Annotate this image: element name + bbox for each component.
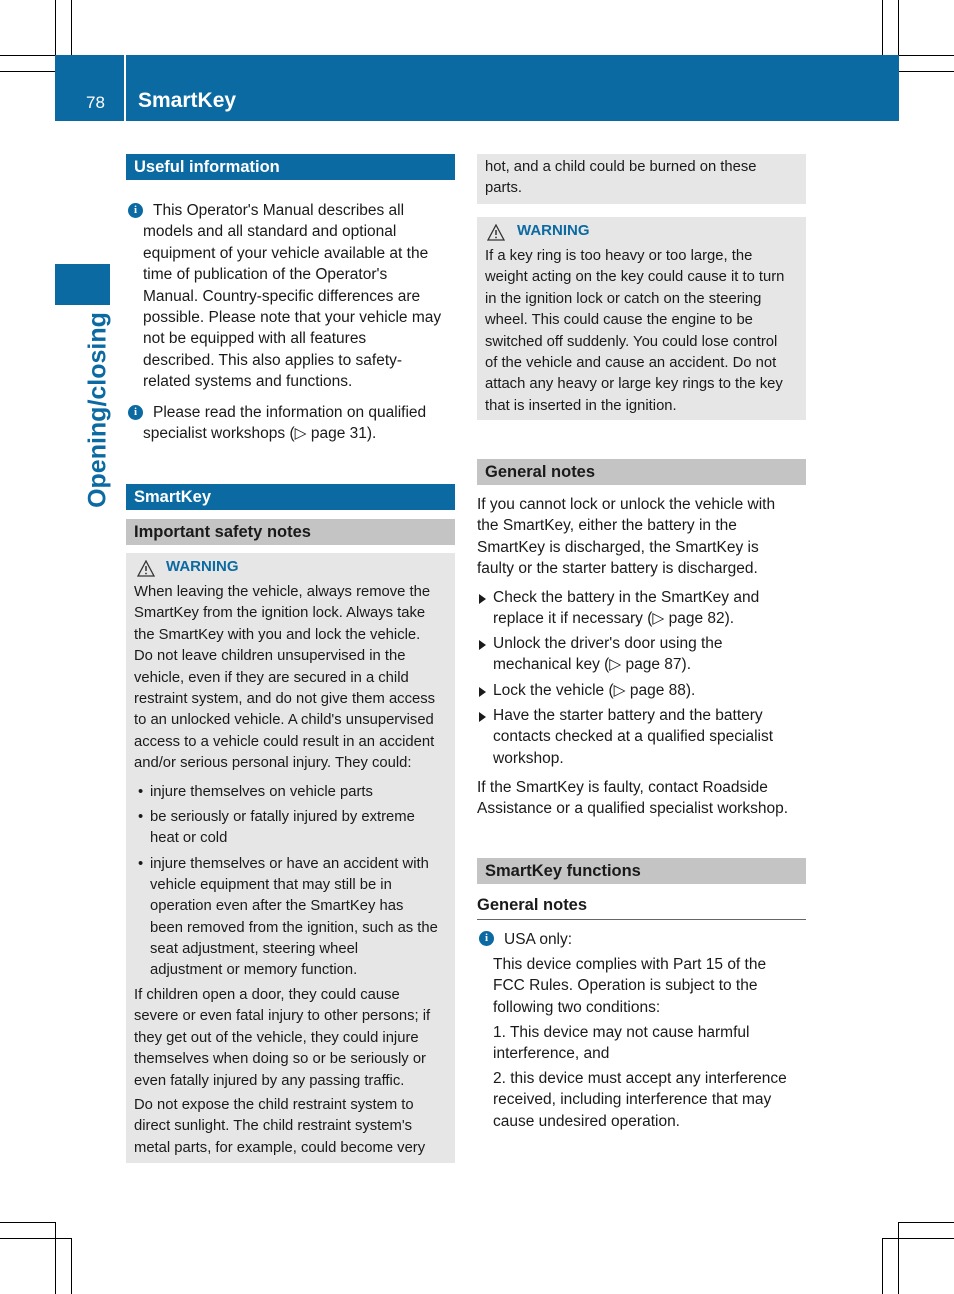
text-line: SmartKey is discharged, the SmartKey is <box>477 538 759 556</box>
warning-paragraph-2 <box>134 985 452 1092</box>
subheading-rule <box>477 919 806 920</box>
bullet-dot: • <box>138 856 144 872</box>
text-line: If a key ring is too heavy or too large, the <box>485 248 753 264</box>
fcc-condition-1 <box>493 1022 808 1065</box>
text-line: seat adjustment, steering wheel <box>150 940 359 957</box>
crop-mark <box>882 0 883 55</box>
text-line: models and all standard and optional <box>143 223 397 241</box>
crop-mark <box>0 1222 55 1223</box>
text-line: Do not expose the child restraint system to <box>134 1097 414 1113</box>
text-line: When leaving the vehicle, always remove the <box>134 584 431 600</box>
text-line: Manual. Country-specific differences are <box>143 287 421 305</box>
crop-mark <box>898 0 899 55</box>
text-line: they get out of the vehicle, they could injure <box>134 1029 419 1046</box>
warning-label: WARNING <box>517 222 590 239</box>
header-divider <box>124 55 126 121</box>
page-reference-link[interactable]: mechanical key (▷ page 87). <box>493 656 692 674</box>
crop-mark <box>882 1238 883 1294</box>
warning-label: WARNING <box>166 558 239 575</box>
usa-only-label: USA only: <box>504 931 573 948</box>
text-line: injure themselves or have an accident with <box>150 856 429 872</box>
action-arrow-icon <box>479 640 486 650</box>
list-item <box>138 782 450 803</box>
list-item <box>138 854 450 981</box>
warning-triangle-icon <box>487 224 505 241</box>
action-step <box>493 680 808 701</box>
text-line: wheel. This could cause the engine to be <box>485 312 753 329</box>
crop-mark <box>899 71 954 72</box>
action-step <box>493 633 808 676</box>
text-line: 1. This device may not cause harmful <box>493 1024 750 1041</box>
page-number: 78 <box>86 93 105 112</box>
side-tab-label: Opening/closing <box>83 312 112 508</box>
text-line: switched off suddenly. You could lose control <box>485 333 778 350</box>
text-line: equipment of your vehicle available at the <box>143 244 429 262</box>
text-line: If children open a door, they could cause <box>134 987 400 1003</box>
text-line: cause undesired operation. <box>493 1112 680 1130</box>
text-line: 2. this device must accept any interference <box>493 1070 787 1087</box>
text-line: direct sunlight. The child restraint system's <box>134 1118 413 1135</box>
text-line: access to a vehicle could result in an accident <box>134 733 435 750</box>
text-line: faulty or the starter battery is discharged. <box>477 560 758 578</box>
chapter-title: SmartKey <box>138 89 237 112</box>
info-icon: i <box>479 931 494 946</box>
general-notes-outro <box>477 777 809 820</box>
text-line: Unlock the driver's door using the <box>493 635 723 652</box>
text-line: Check the battery in the SmartKey and <box>493 589 760 606</box>
general-notes-intro <box>477 494 807 580</box>
text-line: SmartKey from the ignition lock. Always take <box>134 605 426 622</box>
text-line: to an unlocked vehicle. A child's unsupervised <box>134 712 434 729</box>
text-line: weight acting on the key could cause it to turn <box>485 269 785 286</box>
crop-mark <box>0 71 55 72</box>
smartkey-functions-heading: SmartKey functions <box>477 858 806 884</box>
text-line: time of publication of the Operator's <box>143 266 388 284</box>
fcc-statement <box>493 954 808 1018</box>
text-line: hot, and a child could be burned on these <box>485 159 757 175</box>
text-line: If the SmartKey is faulty, contact Roadside <box>477 779 768 796</box>
text-line: restraint system, and do not give them access <box>134 691 436 708</box>
text-line: contacts checked at a qualified specialist <box>493 728 774 746</box>
text-line: been removed from the ignition, such as the <box>150 919 438 936</box>
text-line: possible. Please note that your vehicle may <box>143 309 442 327</box>
text-line: adjustment or memory function. <box>150 962 358 979</box>
general-notes-subheading: General notes <box>477 896 588 914</box>
text-line: themselves when doing so or be seriously or <box>134 1051 426 1068</box>
crop-mark <box>0 1238 71 1239</box>
text-line: received, including interference that may <box>493 1091 772 1109</box>
text-line: not be equipped with all features <box>143 330 367 348</box>
warning-intro <box>134 582 452 775</box>
safety-notes-heading: Important safety notes <box>126 519 455 545</box>
smartkey-section-heading: SmartKey <box>126 484 455 510</box>
text-line: operation even after the SmartKey has <box>150 898 404 915</box>
crop-mark <box>898 1222 899 1294</box>
text-line: Have the starter battery and the battery <box>493 707 763 724</box>
text-line: This Operator's Manual describes all <box>153 202 405 219</box>
text-line: the SmartKey with you and lock the vehicle. <box>134 626 421 643</box>
action-arrow-icon <box>479 687 486 697</box>
bullet-dot: • <box>138 784 144 800</box>
text-line: interference, and <box>493 1045 610 1063</box>
text-line: and/or serious personal injury. They could: <box>134 755 412 772</box>
crop-mark <box>71 0 72 55</box>
text-line: Do not leave children unsupervised in the <box>134 648 406 665</box>
page-reference-link[interactable]: replace it if necessary (▷ page 82). <box>493 610 735 628</box>
action-arrow-icon <box>479 594 486 604</box>
text-line: Please read the information on qualified <box>153 404 427 421</box>
text-line: related systems and functions. <box>143 373 353 391</box>
text-line: This device complies with Part 15 of the <box>493 956 767 973</box>
info-icon: i <box>128 203 143 218</box>
side-tab-marker <box>55 264 110 305</box>
info-paragraph-2 <box>143 402 458 445</box>
text-line: vehicle, even if they are secured in a child <box>134 669 409 686</box>
text-line: Assistance or a qualified specialist workshop. <box>477 800 789 818</box>
warning-paragraph-3 <box>134 1095 452 1159</box>
text-line: severe or even fatal injury to other persons; if <box>134 1008 431 1025</box>
info-paragraph-1 <box>143 200 458 393</box>
crop-mark <box>55 0 56 55</box>
text-line: be seriously or fatally injured by extreme <box>150 809 415 825</box>
page-reference-link[interactable]: Lock the vehicle (▷ page 88). <box>493 682 696 699</box>
useful-information-heading: Useful information <box>126 154 455 180</box>
general-notes-heading: General notes <box>477 459 806 485</box>
action-step <box>493 705 808 769</box>
text-line: described. This also applies to safety- <box>143 351 403 369</box>
crop-mark <box>899 1222 954 1223</box>
text-line: in the ignition lock or catch on the steering <box>485 290 762 307</box>
page-reference-link[interactable]: specialist workshops (▷ page 31). <box>143 425 377 443</box>
text-line: workshop. <box>493 749 564 767</box>
list-item <box>138 807 450 849</box>
crop-mark <box>55 1222 56 1294</box>
text-line: of the vehicle and cause an accident. Do not <box>485 355 777 372</box>
text-line: following two conditions: <box>493 998 661 1016</box>
continued-text <box>485 157 803 200</box>
warning-2-text <box>485 246 805 417</box>
action-step <box>493 587 808 630</box>
text-line: If you cannot lock or unlock the vehicle with <box>477 496 776 513</box>
fcc-condition-2 <box>493 1068 811 1132</box>
crop-mark <box>71 1238 72 1294</box>
text-line: the SmartKey, either the battery in the <box>477 517 737 535</box>
text-line: metal parts, for example, could become very <box>134 1139 426 1156</box>
text-line: heat or cold <box>150 830 228 847</box>
text-line: vehicle equipment that may still be in <box>150 877 392 894</box>
crop-mark <box>882 1238 954 1239</box>
text-line: that is inserted in the ignition. <box>485 397 677 414</box>
warning-triangle-icon <box>137 560 155 577</box>
text-line: even fatally injured by any passing traffic. <box>134 1072 405 1089</box>
crop-mark <box>0 55 55 56</box>
info-icon: i <box>128 405 143 420</box>
bullet-dot: • <box>138 809 144 825</box>
text-line: attach any heavy or large key rings to the key <box>485 376 783 393</box>
crop-mark <box>899 55 954 56</box>
action-arrow-icon <box>479 712 486 722</box>
text-line: FCC Rules. Operation is subject to the <box>493 977 758 995</box>
text-line: injure themselves on vehicle parts <box>150 784 373 800</box>
text-line: parts. <box>485 180 523 197</box>
